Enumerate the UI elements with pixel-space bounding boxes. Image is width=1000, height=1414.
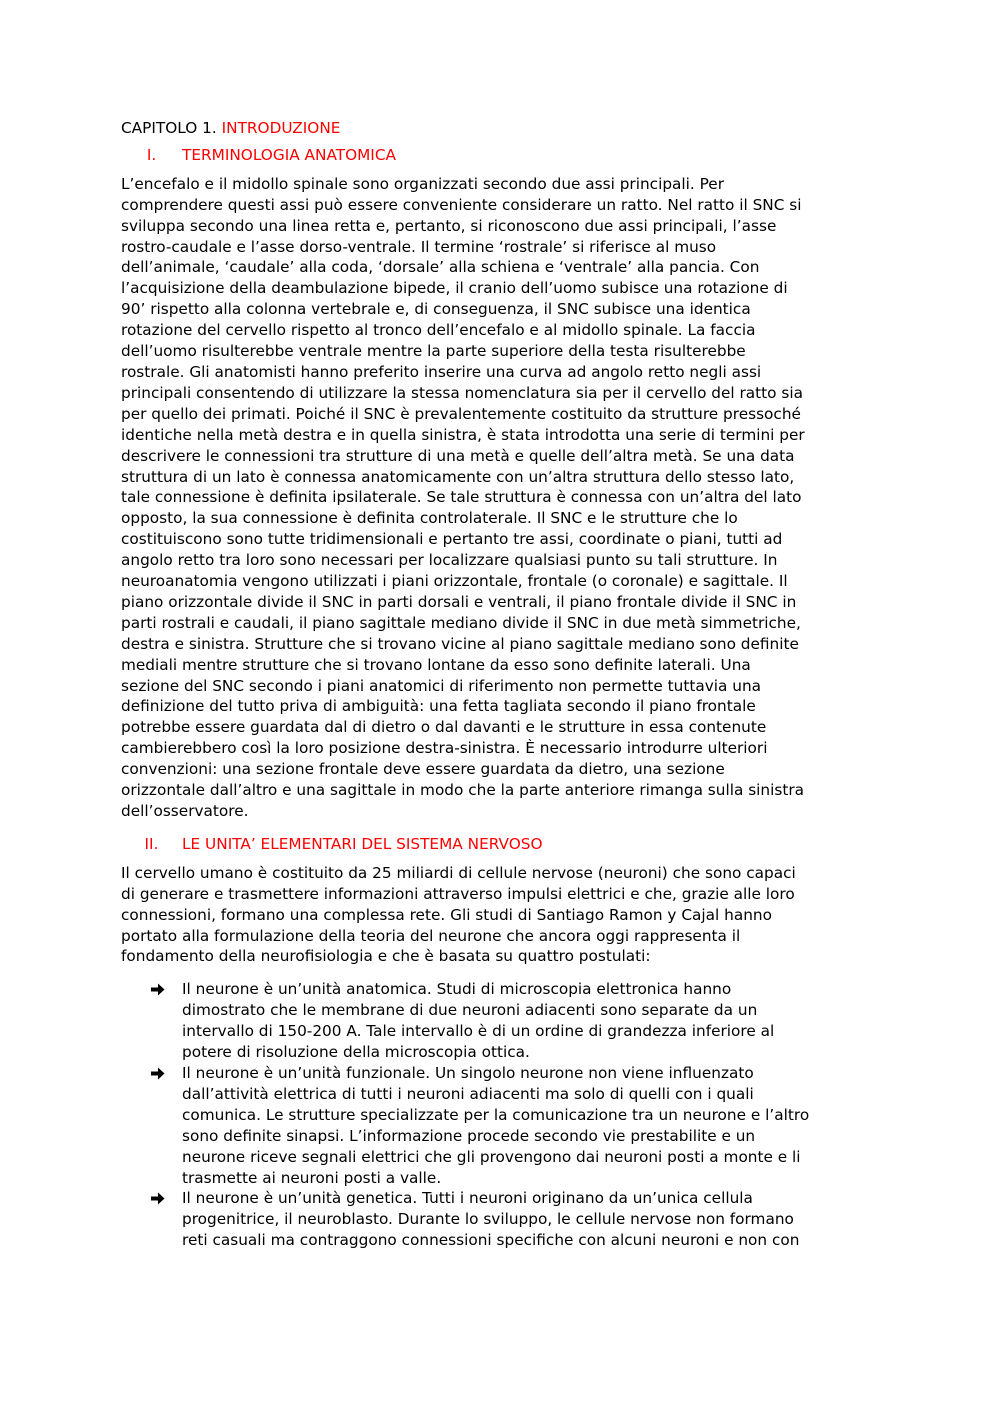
text-line: portato alla formulazione della teoria del neurone che ancora oggi rappresenta il bbox=[121, 926, 741, 945]
chapter-title: INTRODUZIONE bbox=[221, 119, 341, 137]
text-line: comprendere questi assi può essere conveniente considerare un ratto. Nel ratto il SNC si bbox=[121, 195, 802, 214]
section-title: LE UNITA’ ELEMENTARI DEL SISTEMA NERVOSO bbox=[182, 834, 543, 853]
chapter-label: CAPITOLO 1. bbox=[121, 119, 217, 137]
text-line: l’acquisizione della deambulazione bipede, il cranio dell’uomo subisce una rotazione di bbox=[121, 279, 788, 298]
section-heading-1 bbox=[121, 145, 881, 166]
right-arrow-icon bbox=[121, 1063, 182, 1188]
text-line: definizione del tutto priva di ambiguità: una fetta tagliata secondo il piano frontale bbox=[121, 697, 756, 716]
text-line: Il neurone è un’unità funzionale. Un singolo neurone non viene influenzato bbox=[182, 1063, 754, 1082]
text-line: tale connessione è definita ipsilaterale. Se tale struttura è connessa con un’altra del lato bbox=[121, 488, 802, 507]
text-line: identiche nella metà destra e in quella sinistra, è stata introdotta una serie di termini per bbox=[121, 425, 805, 444]
chapter-heading bbox=[121, 118, 881, 139]
text-line: principali consentendo di utilizzare la stessa nomenclatura sia per il cervello del ratto sia bbox=[121, 383, 803, 402]
text-line: neuroanatomia vengono utilizzati i piani orizzontale, frontale (o coronale) e sagittale. Il bbox=[121, 572, 788, 591]
text-line: reti casuali ma contraggono connessioni specifiche con alcuni neuroni e non con bbox=[182, 1231, 800, 1250]
text-line: dall’attività elettrica di tutti i neuroni adiacenti ma solo di quelli con i quali bbox=[182, 1084, 754, 1103]
text-line: dell’osservatore. bbox=[121, 802, 249, 820]
text-line: connessioni, formano una complessa rete. Gli studi di Santiago Ramon y Cajal hanno bbox=[121, 905, 772, 924]
postulate-text bbox=[182, 1188, 881, 1251]
text-line: progenitrice, il neuroblasto. Durante lo sviluppo, le cellule nervose non formano bbox=[182, 1210, 794, 1229]
postulate-text bbox=[182, 1063, 881, 1188]
postulate-item bbox=[121, 1188, 881, 1251]
text-line: potrebbe essere guardata dal di dietro o dal davanti e le strutture in essa contenute bbox=[121, 718, 767, 737]
text-line: rotazione del cervello rispetto al tronco dell’encefalo e al midollo spinale. La faccia bbox=[121, 321, 756, 340]
text-line: rostro-caudale e l’asse dorso-ventrale. Il termine ‘rostrale’ si riferisce al muso bbox=[121, 237, 717, 256]
text-line: Il cervello umano è costituito da 25 miliardi di cellule nervose (neuroni) che sono capaci bbox=[121, 863, 796, 882]
text-line: opposto, la sua connessione è definita controlaterale. Il SNC e le strutture che lo bbox=[121, 509, 738, 528]
text-line: costituiscono sono tutte tridimensionali e pertanto tre assi, coordinate o piani, tutti ad bbox=[121, 530, 783, 549]
text-line: sezione del SNC secondo i piani anatomici di riferimento non permette tuttavia una bbox=[121, 676, 762, 695]
text-line: convenzioni: una sezione frontale deve essere guardata da dietro, una sezione bbox=[121, 760, 725, 779]
text-line: struttura di un lato è connessa anatomicamente con un’altra struttura dello stesso lato, bbox=[121, 467, 795, 486]
text-line: trasmette ai neuroni posti a valle. bbox=[182, 1168, 442, 1187]
section-number: II. bbox=[144, 834, 159, 853]
text-line: intervallo di 150-200 A. Tale intervallo è di un ordine di grandezza inferiore al bbox=[182, 1022, 775, 1041]
text-line: dimostrato che le membrane di due neuroni adiacenti sono separate da un bbox=[182, 1001, 758, 1020]
text-line: orizzontale dall’altro e una sagittale in modo che la parte anteriore rimanga sulla sinistra bbox=[121, 781, 805, 800]
text-line: fondamento della neurofisiologia e che è basata su quattro postulati: bbox=[121, 947, 651, 966]
text-line: dell’uomo risulterebbe ventrale mentre la parte superiore della testa risulterebbe bbox=[121, 342, 746, 361]
body-paragraph-terminology bbox=[121, 174, 881, 822]
body-paragraph-units bbox=[121, 863, 881, 968]
postulate-text bbox=[182, 979, 881, 1063]
text-line: mediali mentre strutture che si trovano lontane da esso sono definite laterali. Una bbox=[121, 655, 751, 674]
text-line: dell’animale, ‘caudale’ alla coda, ‘dorsale’ alla schiena e ‘ventrale’ alla pancia. Con bbox=[121, 258, 760, 277]
text-line: angolo retto tra loro sono necessari per localizzare qualsiasi punto su tali strutture. In bbox=[121, 551, 778, 570]
text-line: cambierebbero così la loro posizione destra-sinistra. È necessario introdurre ulteriori bbox=[121, 739, 768, 758]
text-line: L’encefalo e il midollo spinale sono organizzati secondo due assi principali. Per bbox=[121, 174, 725, 193]
text-line: Il neurone è un’unità genetica. Tutti i neuroni originano da un’unica cellula bbox=[182, 1189, 753, 1208]
text-line: descrivere le connessioni tra strutture di una metà e quelle dell’altra metà. Se una data bbox=[121, 446, 795, 465]
text-line: neurone riceve segnali elettrici che gli provengono dai neuroni posti a monte e li bbox=[182, 1147, 801, 1166]
postulate-item bbox=[121, 1063, 881, 1188]
text-line: potere di risoluzione della microscopia ottica. bbox=[182, 1043, 530, 1062]
document-page bbox=[121, 118, 881, 1251]
postulate-item bbox=[121, 979, 881, 1063]
postulate-list bbox=[121, 979, 881, 1251]
right-arrow-icon bbox=[121, 1188, 182, 1251]
text-line: comunica. Le strutture specializzate per la comunicazione tra un neurone e l’altro bbox=[182, 1105, 810, 1124]
text-line: di generare e trasmettere informazioni attraverso impulsi elettrici e che, grazie alle loro bbox=[121, 884, 795, 903]
section-heading-2 bbox=[121, 834, 881, 855]
section-title: TERMINOLOGIA ANATOMICA bbox=[182, 145, 396, 164]
text-line: destra e sinistra. Strutture che si trovano vicine al piano sagittale mediano sono definite bbox=[121, 634, 799, 653]
section-number: I. bbox=[146, 145, 157, 164]
text-line: per quello dei primati. Poiché il SNC è prevalentemente costituito da strutture pressoché bbox=[121, 404, 801, 423]
text-line: piano orizzontale divide il SNC in parti dorsali e ventrali, il piano frontale divide il SNC in bbox=[121, 592, 797, 611]
text-line: sviluppa secondo una linea retta e, pertanto, si riconoscono due assi principali, l’asse bbox=[121, 216, 777, 235]
text-line: parti rostrali e caudali, il piano sagittale mediano divide il SNC in due metà simmetriche, bbox=[121, 613, 801, 632]
text-line: 90’ rispetto alla colonna vertebrale e, di conseguenza, il SNC subisce una identica bbox=[121, 300, 751, 319]
right-arrow-icon bbox=[121, 979, 182, 1063]
text-line: sono definite sinapsi. L’informazione procede secondo vie prestabilite e un bbox=[182, 1126, 756, 1145]
text-line: Il neurone è un’unità anatomica. Studi di microscopia elettronica hanno bbox=[182, 980, 732, 999]
text-line: rostrale. Gli anatomisti hanno preferito inserire una curva ad angolo retto negli assi bbox=[121, 362, 762, 381]
